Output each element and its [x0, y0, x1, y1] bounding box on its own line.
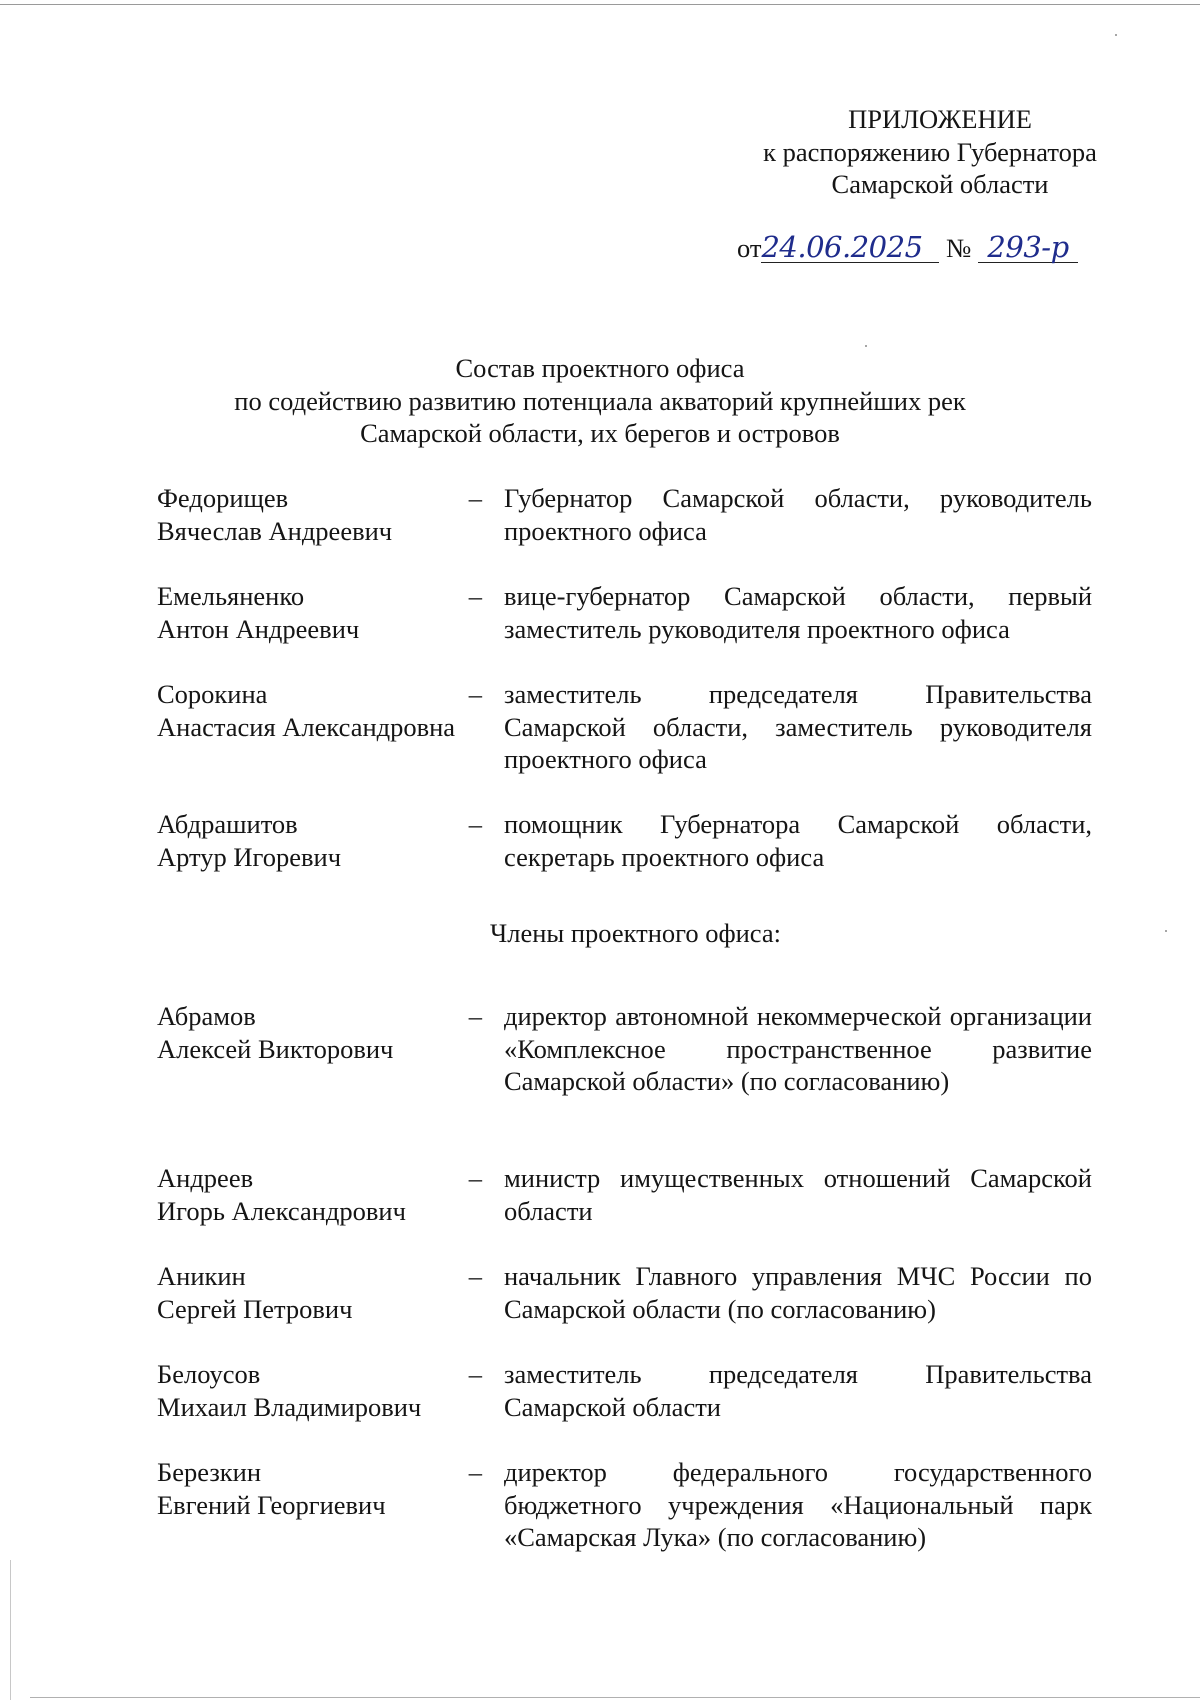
dash-separator: –: [468, 483, 482, 513]
member-given-names: Евгений Георгиевич: [157, 1489, 386, 1520]
dash-separator: –: [468, 809, 482, 839]
member-role: заместитель председателя Правительства Самарской области, заместитель руководителя проектного офиса: [504, 679, 1092, 774]
member-role: Губернатор Самарской области, руководитель проектного офиса: [504, 483, 1092, 546]
member-surname: Березкин: [157, 1457, 262, 1487]
member-name: [157, 1000, 497, 1098]
member-entry: [157, 1000, 1092, 1098]
member-entry: [157, 1358, 1092, 1423]
member-surname: Абрамов: [157, 1001, 256, 1031]
member-role: директор федерального государственного бюджетного учреждения «Национальный парк «Самарская Лука» (по согласованию): [504, 1457, 1092, 1552]
member-name: [157, 1358, 497, 1423]
scan-bottom-edge: [30, 1697, 1200, 1698]
member-role: заместитель председателя Правительства Самарской области: [504, 1359, 1092, 1422]
title-line-1: Состав проектного офиса: [455, 353, 745, 383]
member-surname: Сорокина: [157, 679, 268, 709]
appendix-header: [690, 103, 1190, 201]
member-name: [157, 580, 497, 645]
member-given-names: Михаил Владимирович: [157, 1391, 422, 1422]
member-role: вице-губернатор Самарской области, первый заместитель руководителя проектного офиса: [504, 581, 1092, 644]
member-given-names: Артур Игоревич: [157, 841, 342, 872]
member-name: [157, 1260, 497, 1325]
member-given-names: Вячеслав Андреевич: [157, 515, 393, 546]
member-entry: [157, 482, 1092, 547]
member-surname: Федорищев: [157, 483, 289, 513]
member-entry: [157, 1162, 1092, 1227]
member-role: директор автономной некоммерческой организации «Комплексное пространственное развитие Самарской области» (по согласованию): [504, 1001, 1092, 1096]
member-given-names: Сергей Петрович: [157, 1293, 353, 1324]
dash-separator: –: [468, 1163, 482, 1193]
members-heading: Члены проектного офиса:: [490, 918, 782, 948]
member-entry: [157, 1260, 1092, 1325]
dash-separator: –: [468, 679, 482, 709]
number-prefix: №: [946, 233, 972, 263]
member-entry: [157, 580, 1092, 645]
member-role: помощник Губернатора Самарской области, секретарь проектного офиса: [504, 809, 1092, 872]
member-given-names: Анастасия Александровна: [157, 711, 456, 742]
member-name: [157, 1456, 497, 1554]
member-role: начальник Главного управления МЧС России по Самарской области (по согласованию): [504, 1261, 1092, 1324]
member-given-names: Антон Андреевич: [157, 613, 360, 644]
title-line-2: по содействию развитию потенциала акваторий крупнейших рек: [234, 385, 966, 416]
appendix-reference: к распоряжению Губернатора: [763, 136, 1097, 167]
scan-speck: [1115, 34, 1117, 36]
dash-separator: –: [468, 1457, 482, 1487]
dash-separator: –: [468, 581, 482, 611]
member-name: [157, 1162, 497, 1227]
member-surname: Емельяненко: [157, 581, 305, 611]
member-surname: Абдрашитов: [157, 809, 298, 839]
title-line-3: Самарской области, их берегов и островов: [360, 418, 840, 448]
scan-speck: [1165, 930, 1167, 932]
member-name: [157, 482, 497, 547]
member-entry: [157, 808, 1092, 873]
member-given-names: Алексей Викторович: [157, 1033, 394, 1064]
scan-top-edge: [0, 4, 1200, 5]
dash-separator: –: [468, 1359, 482, 1389]
appendix-title: ПРИЛОЖЕНИЕ: [848, 104, 1032, 134]
member-role: министр имущественных отношений Самарской области: [504, 1163, 1092, 1226]
member-entry: [157, 1456, 1092, 1554]
member-name: [157, 808, 497, 873]
member-entry: [157, 678, 1092, 776]
document-title: [150, 352, 1050, 450]
member-surname: Аникин: [157, 1261, 246, 1291]
date-prefix: от: [737, 233, 762, 263]
decree-date-number: [737, 232, 1078, 272]
scan-speck: [865, 345, 867, 347]
dash-separator: –: [468, 1001, 482, 1031]
handwritten-date: 24.06.2025: [761, 232, 939, 263]
member-surname: Андреев: [157, 1163, 254, 1193]
handwritten-number: 293-р: [978, 232, 1078, 263]
scan-left-edge: [10, 1560, 11, 1700]
member-given-names: Игорь Александрович: [157, 1195, 406, 1226]
member-name: [157, 678, 497, 776]
member-surname: Белоусов: [157, 1359, 261, 1389]
appendix-region: Самарской области: [831, 169, 1049, 199]
dash-separator: –: [468, 1261, 482, 1291]
